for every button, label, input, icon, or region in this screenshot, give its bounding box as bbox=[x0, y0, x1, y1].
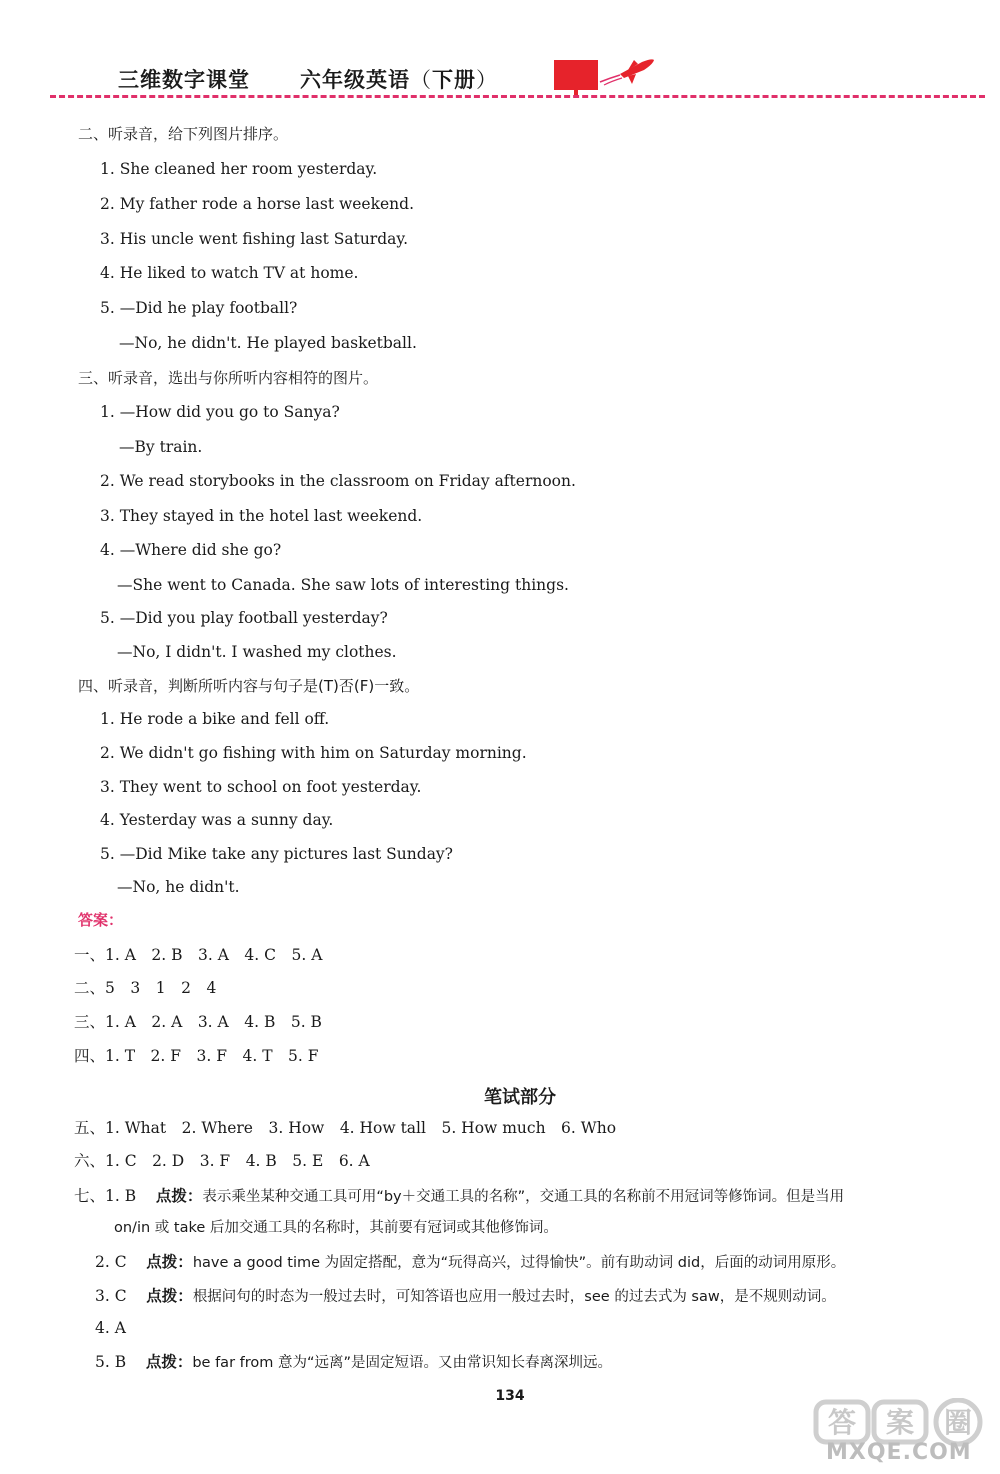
q7-item-5-tip: be far from 意为“远离”是固定短语。又由常识知长春离深圳远。 bbox=[192, 1355, 613, 1371]
answers-label: 答案： bbox=[78, 911, 124, 929]
tip-label: 点拨： bbox=[145, 1353, 193, 1371]
sec3-item-5-reply: —No, I didn't. I washed my clothes. bbox=[117, 643, 397, 661]
sec4-item-2: 2. We didn't go fishing with him on Saturday morning. bbox=[100, 744, 527, 762]
answer-row-1: 一、1. A 2. B 3. A 4. C 5. A bbox=[74, 946, 323, 964]
q7-item-2-number: 2. C bbox=[95, 1253, 127, 1271]
sec2-item-3: 3. His uncle went fishing last Saturday. bbox=[100, 230, 408, 248]
tip-label: 点拨： bbox=[146, 1287, 193, 1305]
written-part-title: 笔试部分 bbox=[484, 1087, 556, 1108]
q7-item-5-number: 5. B bbox=[95, 1353, 127, 1371]
page-number: 134 bbox=[495, 1388, 525, 1404]
answer-row-6: 六、1. C 2. D 3. F 4. B 5. E 6. A bbox=[74, 1152, 370, 1170]
sec3-item-3: 3. They stayed in the hotel last weekend. bbox=[100, 507, 423, 525]
q7-item-2 bbox=[95, 1252, 845, 1273]
sec4-item-3: 3. They went to school on foot yesterday. bbox=[100, 778, 422, 796]
section-4-title: 四、听录音，判断所听内容与句子是(T)否(F)一致。 bbox=[78, 677, 420, 695]
sec3-item-1-reply: —By train. bbox=[119, 438, 203, 456]
sec4-item-1: 1. He rode a bike and fell off. bbox=[100, 710, 330, 728]
q7-item-1-tip: 表示乘坐某种交通工具可用“by＋交通工具的名称”，交通工具的名称前不用冠词等修饰词。但是当用 bbox=[202, 1189, 845, 1205]
sec2-item-5-reply: —No, he didn't. He played basketball. bbox=[119, 334, 417, 352]
q7-item-2-tip: have a good time 为固定搭配，意为“玩得高兴，过得愉快”。前有助动词 did，后面的动词用原形。 bbox=[192, 1255, 846, 1271]
tip-label: 点拨： bbox=[155, 1187, 203, 1205]
sec4-item-5-reply: —No, he didn't. bbox=[117, 878, 240, 896]
svg-text:答: 答 bbox=[827, 1406, 857, 1439]
q7-item-1-number: 七、1. B bbox=[74, 1187, 137, 1205]
volume-close-paren: ） bbox=[476, 68, 498, 92]
section-3-title: 三、听录音，选出与你所听内容相符的图片。 bbox=[78, 369, 379, 387]
sec4-item-4: 4. Yesterday was a sunny day. bbox=[100, 811, 334, 829]
section-2-title: 二、听录音，给下列图片排序。 bbox=[78, 125, 289, 143]
sec2-item-4: 4. He liked to watch TV at home. bbox=[100, 264, 359, 282]
series-title: 三维数字课堂 bbox=[118, 68, 250, 92]
sec3-item-2: 2. We read storybooks in the classroom on Friday afternoon. bbox=[100, 472, 576, 490]
sec2-item-5: 5. —Did he play football? bbox=[100, 299, 298, 317]
answer-row-5: 五、1. What 2. Where 3. How 4. How tall 5. How much 6. Who bbox=[74, 1119, 617, 1137]
tip-label: 点拨： bbox=[146, 1253, 193, 1271]
svg-text:圈: 圈 bbox=[943, 1406, 973, 1439]
answer-row-3: 三、1. A 2. A 3. A 4. B 5. B bbox=[74, 1013, 322, 1031]
q7-item-4-number: 4. A bbox=[95, 1319, 126, 1337]
sec4-item-5: 5. —Did Mike take any pictures last Sunday? bbox=[100, 845, 453, 863]
q7-item-1 bbox=[74, 1186, 844, 1207]
sec2-item-1: 1. She cleaned her room yesterday. bbox=[100, 160, 378, 178]
book-subject: 六年级英语 bbox=[300, 68, 410, 92]
book-volume: 下册 bbox=[432, 68, 476, 92]
q7-item-3-number: 3. C bbox=[95, 1287, 127, 1305]
volume-open-paren: （ bbox=[410, 68, 432, 92]
q7-item-3 bbox=[95, 1286, 836, 1307]
q7-item-5 bbox=[95, 1352, 612, 1373]
answer-row-2: 二、5 3 1 2 4 bbox=[74, 979, 217, 997]
sec2-item-2: 2. My father rode a horse last weekend. bbox=[100, 195, 414, 213]
svg-text:案: 案 bbox=[885, 1406, 915, 1439]
q7-item-1-tip-cont: on/in 或 take 后加交通工具的名称时，其前要有冠词或其他修饰词。 bbox=[114, 1220, 558, 1236]
watermark-url: MXQE.COM bbox=[826, 1440, 972, 1465]
q7-item-3-tip: 根据问句的时态为一般过去时，可知答语也应用一般过去时，see 的过去式为 saw，是不规则动词。 bbox=[192, 1289, 836, 1305]
sec3-item-5: 5. —Did you play football yesterday? bbox=[100, 609, 388, 627]
q7-item-4 bbox=[95, 1318, 126, 1338]
sec3-item-1: 1. —How did you go to Sanya? bbox=[100, 403, 340, 421]
answer-row-4: 四、1. T 2. F 3. F 4. T 5. F bbox=[74, 1047, 319, 1065]
sec3-item-4: 4. —Where did she go? bbox=[100, 541, 282, 559]
sec3-item-4-reply: —She went to Canada. She saw lots of interesting things. bbox=[117, 576, 569, 594]
